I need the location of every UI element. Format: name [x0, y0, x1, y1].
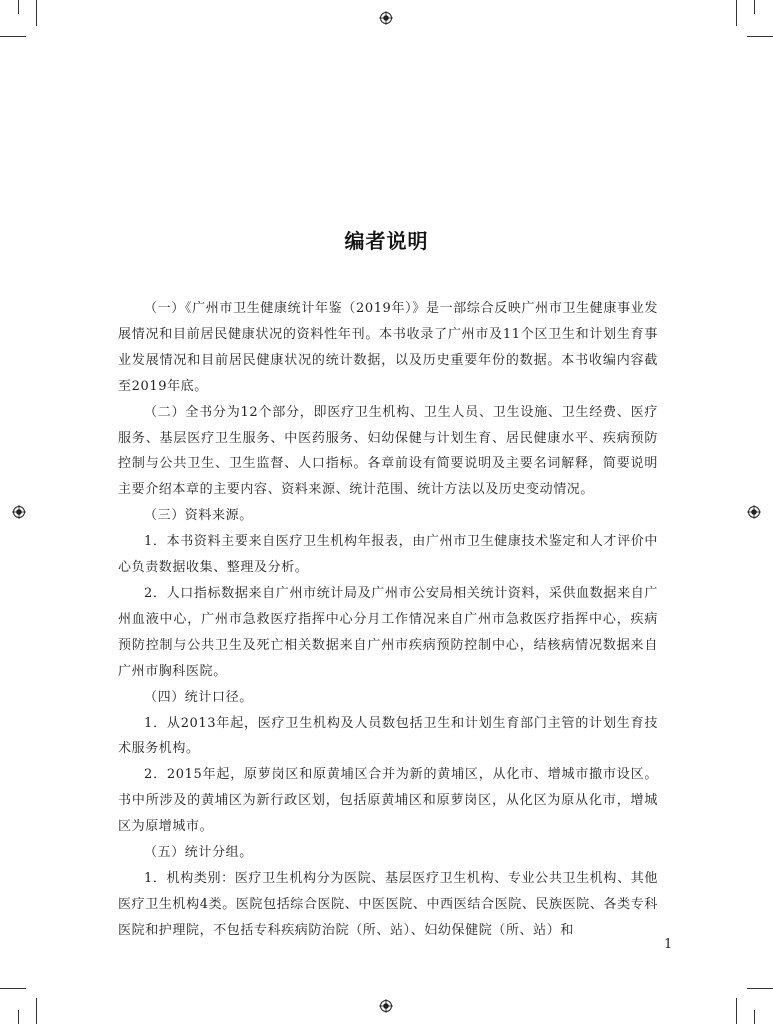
page-number: 1	[664, 937, 673, 952]
crop-mark	[0, 36, 26, 37]
crop-mark	[36, 998, 37, 1024]
registration-mark-icon	[379, 999, 393, 1013]
paragraph: （三）资料来源。	[144, 508, 253, 524]
paragraph: 1．从2013年起，医疗卫生机构及人员数包括卫生和计划生育部门主管的计划生育技术服务机构。	[118, 715, 658, 757]
crop-mark	[18, 1010, 19, 1024]
paragraph: （四）统计口径。	[144, 689, 253, 705]
crop-mark	[754, 1010, 755, 1024]
paragraph: 2．2015年起，原萝岗区和原黄埔区合并为新的黄埔区，从化市、增城市撤市设区。书中所涉及的黄埔区为新行政区划，包括原黄埔区和原萝岗区，从化区为原从化市，增城区为原增城市。	[118, 767, 658, 835]
paragraph: （一）《广州市卫生健康统计年鉴（2019年）》是一部综合反映广州市卫生健康事业发展情况和目前居民健康状况的资料性年刊。本书收录了广州市及11个区卫生和计划生育事业发展情况和目前居民健康状况的统计数据，以及历史重要年份的数据。本书收编内容截至2019年底。	[118, 301, 658, 394]
registration-mark-icon	[379, 11, 393, 25]
paragraph: 1．机构类别：医疗卫生机构分为医院、基层医疗卫生机构、专业公共卫生机构、其他医疗卫生机构4类。医院包括综合医院、中医医院、中西医结合医院、民族医院、各类专科医院和护理院，不包括专科疾病防治院（所、站）、妇幼保健院（所、站）和	[118, 870, 658, 938]
crop-mark	[36, 0, 37, 26]
body-text	[118, 296, 658, 944]
crop-mark	[736, 998, 737, 1024]
page-title: 编者说明	[344, 229, 429, 254]
crop-mark	[747, 36, 773, 37]
paragraph: （二）全书分为12个部分，即医疗卫生机构、卫生人员、卫生设施、卫生经费、医疗服务、基层医疗卫生服务、中医药服务、妇幼保健与计划生育、居民健康水平、疾病预防控制与公共卫生、卫生监督、人口指标。各章前设有简要说明及主要名词解释，简要说明主要介绍本章的主要内容、资料来源、统计范围、统计方法以及历史变动情况。	[118, 404, 658, 498]
crop-mark	[18, 0, 19, 14]
paragraph: （五）统计分组。	[144, 845, 253, 861]
paragraph: 1．本书资料主要来自医疗卫生机构年报表，由广州市卫生健康技术鉴定和人才评价中心负责数据收集、整理及分析。	[118, 534, 658, 576]
crop-mark	[747, 988, 773, 989]
registration-mark-icon	[747, 505, 761, 519]
crop-mark	[736, 0, 737, 26]
crop-mark	[754, 0, 755, 14]
registration-mark-icon	[12, 505, 26, 519]
crop-mark	[0, 988, 26, 989]
paragraph: 2．人口指标数据来自广州市统计局及广州市公安局相关统计资料，采供血数据来自广州血液中心，广州市急救医疗指挥中心分月工作情况来自广州市急救医疗指挥中心，疾病预防控制与公共卫生及死亡相关数据来自广州市疾病预防控制中心，结核病情况数据来自广州市胸科医院。	[118, 585, 658, 679]
